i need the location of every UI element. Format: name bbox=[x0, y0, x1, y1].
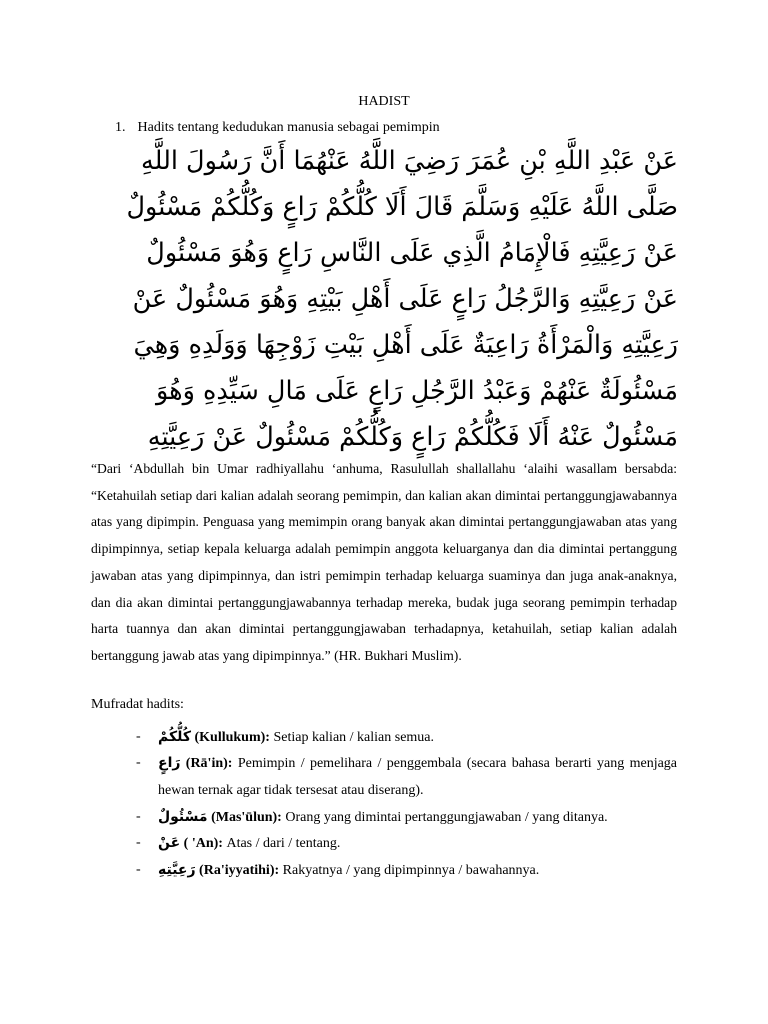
arabic-line: عَنْ رَعِيَّتِهِ وَالرَّجُلُ رَاعٍ عَلَى أَهْلِ بَيْتِهِ وَهُوَ مَسْئُولٌ عَنْ bbox=[132, 284, 678, 314]
vocab-arabic: كُلُّكُمْ bbox=[158, 729, 191, 745]
vocab-term: (Ra'iyyatihi): bbox=[199, 863, 280, 878]
list-bullet: - bbox=[136, 835, 141, 850]
vocab-arabic: عَنْ bbox=[158, 835, 181, 851]
list-bullet: - bbox=[136, 809, 141, 824]
arabic-line: مَسْئُولٌ عَنْهُ أَلَا فَكُلُّكُمْ رَاعٍ وَكُلُّكُمْ مَسْئُولٌ عَنْ رَعِيَّتِهِ bbox=[147, 422, 678, 452]
list-bullet: - bbox=[136, 755, 141, 770]
vocab-arabic: مَسْئُولٌ bbox=[158, 809, 208, 825]
vocab-meaning: Atas / dari / tentang. bbox=[226, 836, 341, 851]
vocab-term: (Rā'in): bbox=[185, 756, 233, 771]
vocab-term: (Mas'ūlun): bbox=[211, 810, 282, 825]
vocab-item-kullukum bbox=[91, 724, 677, 752]
vocab-term: (Kullukum): bbox=[194, 730, 270, 745]
vocab-meaning: Pemimpin / pemelihara / penggembala (secara bahasa berarti yang menjaga hewan ternak agar tidak tersesat atau diserang). bbox=[158, 756, 678, 798]
arabic-line: رَعِيَّتِهِ وَالْمَرْأَةُ رَاعِيَةٌ عَلَى أَهْلِ بَيْتِ زَوْجِهَا وَوَلَدِهِ وَهِيَ bbox=[133, 330, 678, 360]
list-bullet: - bbox=[136, 862, 141, 877]
mufradat-heading: Mufradat hadits: bbox=[91, 697, 184, 712]
hadith-translation: “Dari ‘Abdullah bin Umar radhiyallahu ‘anhuma, Rasulullah shallallahu ‘alaihi wasallam bersabda: “Ketahuilah setiap dari kalian adalah seorang pemimpin, dan kalian akan dimintai pertanggungjawabannya atas yang dipimpin. Penguasa yang memimpin orang banyak akan dimintai pertanggungjawaban atas yang dipimpinnya, setiap kepala keluarga adalah pemimpin anggota keluarganya dan dia dimintai pertanggung jawaban atas yang dipimpinnya, dan istri pemimpin terhadap keluarga suaminya dan juga anak-anaknya, dan dia akan dimintai pertanggungjawabannya terhadap mereka, budak juga seorang pemimpin terhadap harta tuannya dan akan dimintai pertanggungjawaban terhadapnya, ketahuilah, setiap kalian adalah bertanggung jawab atas yang dipimpinnya.” (HR. Bukhari Muslim). bbox=[91, 461, 677, 663]
vocab-meaning: Orang yang dimintai pertanggungjawaban / yang ditanya. bbox=[285, 810, 608, 825]
section-heading-text: Hadits tentang kedudukan manusia sebagai pemimpin bbox=[137, 120, 440, 135]
vocab-item-an bbox=[91, 830, 677, 858]
vocab-arabic: رَاعٍ bbox=[158, 755, 181, 771]
vocab-term: ( 'An): bbox=[183, 836, 223, 851]
vocab-item-masulun bbox=[91, 804, 677, 832]
arabic-line: صَلَّى اللَّهُ عَلَيْهِ وَسَلَّمَ قَالَ أَلَا كُلُّكُمْ رَاعٍ وَكُلُّكُمْ مَسْئُولٌ bbox=[126, 192, 678, 222]
vocab-meaning: Setiap kalian / kalian semua. bbox=[273, 730, 435, 745]
vocab-item-rain bbox=[91, 750, 677, 804]
section-heading bbox=[115, 120, 440, 136]
vocab-item-raiyyatihi bbox=[91, 857, 677, 885]
page-title: HADIST bbox=[358, 94, 410, 109]
arabic-line: عَنْ عَبْدِ اللَّهِ بْنِ عُمَرَ رَضِيَ اللَّهُ عَنْهُمَا أَنَّ رَسُولَ اللَّهِ bbox=[140, 146, 678, 176]
section-number: 1. bbox=[115, 120, 126, 135]
list-bullet: - bbox=[136, 729, 141, 744]
arabic-line: عَنْ رَعِيَّتِهِ فَالْإِمَامُ الَّذِي عَلَى النَّاسِ رَاعٍ وَهُوَ مَسْئُولٌ bbox=[146, 238, 678, 268]
arabic-line: مَسْئُولَةٌ عَنْهُمْ وَعَبْدُ الرَّجُلِ رَاعٍ عَلَى مَالِ سَيِّدِهِ وَهُوَ bbox=[155, 376, 678, 406]
vocab-meaning: Rakyatnya / yang dipimpinnya / bawahannya. bbox=[282, 863, 540, 878]
vocab-arabic: رَعِيَّتِهِ bbox=[158, 862, 196, 878]
hadith-arabic-text bbox=[126, 138, 678, 460]
